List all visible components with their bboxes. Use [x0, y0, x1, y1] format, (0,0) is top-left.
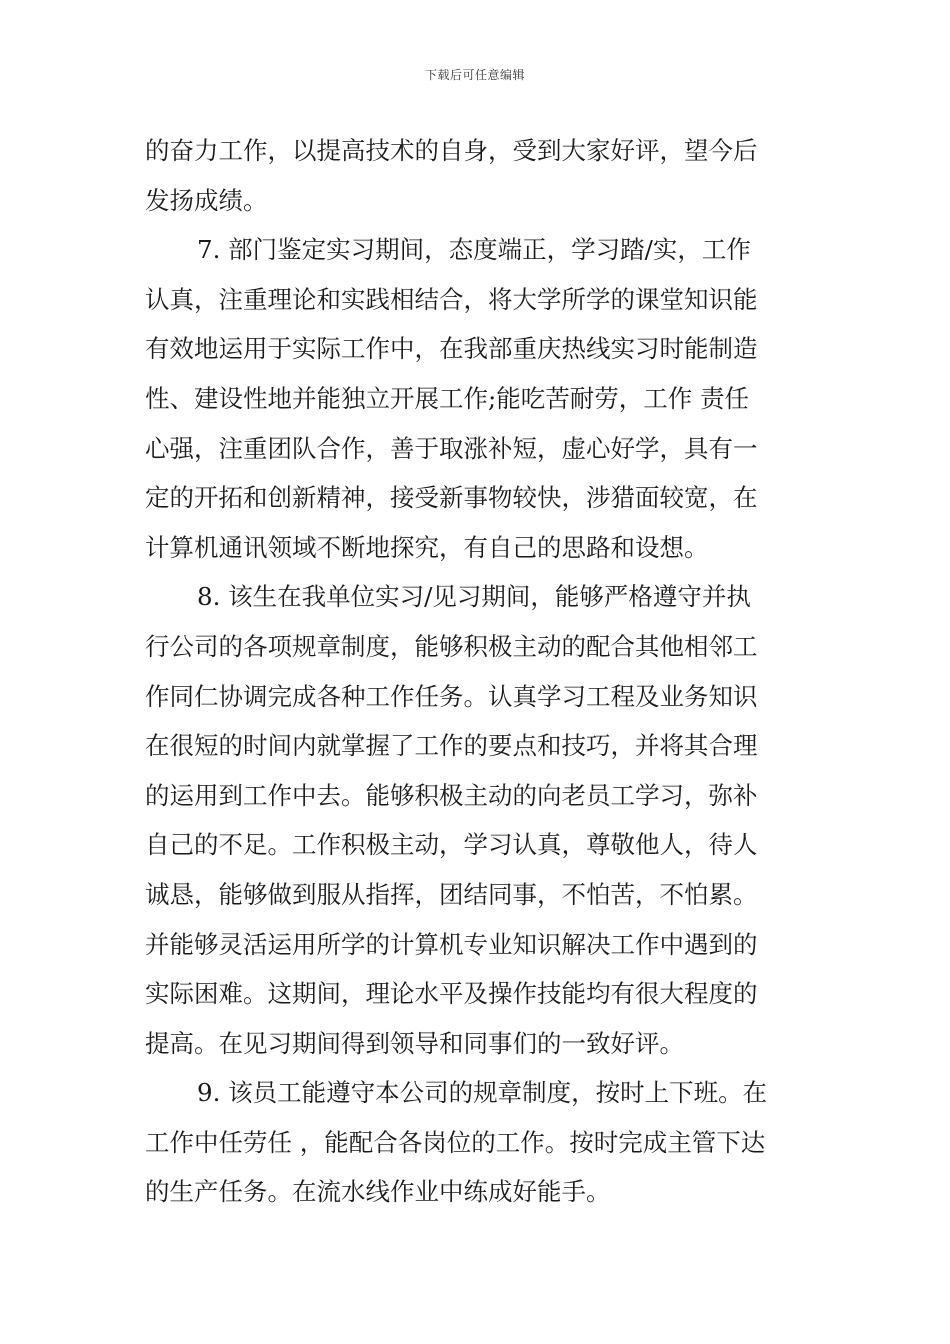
text-line: 诚恳，能够做到服从指挥，团结同事，不怕苦，不怕累。: [145, 879, 758, 909]
text-line: 工作中任劳任 ，能配合各岗位的工作。按时完成主管下达: [145, 1127, 766, 1157]
page-header-note: 下载后可任意编辑: [424, 68, 525, 82]
text-line: 实际困难。这期间，理论水平及操作技能均有很大程度的: [145, 979, 758, 1009]
text-line: 行公司的各项规章制度，能够积极主动的配合其他相邻工: [145, 631, 758, 661]
text-line: 定的开拓和创新精神，接受新事物较快，涉猎面较宽，在: [145, 483, 758, 513]
paragraph-continuation: [145, 126, 807, 225]
text-line: 性、建设性地并能独立开展工作;能吃苦耐劳，工作 责任: [145, 383, 750, 413]
text-line: 的奋力工作，以提高技术的自身，受到大家好评，望今后: [145, 136, 758, 165]
text-line: 提高。在见习期间得到领导和同事们的一致好评。: [145, 1028, 684, 1058]
text-line: 计算机通讯领域不断地探究，有自己的思路和设想。: [145, 532, 709, 562]
text-line: 认真，注重理论和实践相结合，将大学所学的课堂知识能: [145, 284, 758, 314]
text-line: 有效地运用于实际工作中，在我部重庆热线实习时能制造: [145, 334, 758, 364]
text-line: 8. 该生在我单位实习/见习期间，能够严格遵守并执: [197, 582, 751, 612]
paragraph-item-8: [145, 572, 807, 1068]
text-line: 作同仁协调完成各种工作任务。认真学习工程及业务知识: [145, 681, 758, 711]
document-body: [145, 126, 807, 1217]
text-line: 9. 该员工能遵守本公司的规章制度，按时上下班。在: [197, 1078, 768, 1108]
text-line: 发扬成绩。: [145, 185, 268, 215]
text-line: 并能够灵活运用所学的计算机专业知识解决工作中遇到的: [145, 929, 758, 959]
text-line: 的生产任务。在流水线作业中练成好能手。: [145, 1177, 611, 1207]
text-line: 在很短的时间内就掌握了工作的要点和技巧，并将其合理: [145, 731, 758, 761]
paragraph-item-9: [145, 1068, 807, 1217]
text-line: 7. 部门鉴定实习期间，态度端正，学习踏/实，工作: [197, 235, 751, 265]
paragraph-item-7: [145, 225, 807, 572]
text-line: 的运用到工作中去。能够积极主动的向老员工学习，弥补: [145, 780, 758, 810]
text-line: 心强，注重团队合作，善于取涨补短，虚心好学，具有一: [145, 433, 758, 463]
text-line: 自己的不足。工作积极主动，学习认真，尊敬他人，待人: [145, 830, 758, 860]
